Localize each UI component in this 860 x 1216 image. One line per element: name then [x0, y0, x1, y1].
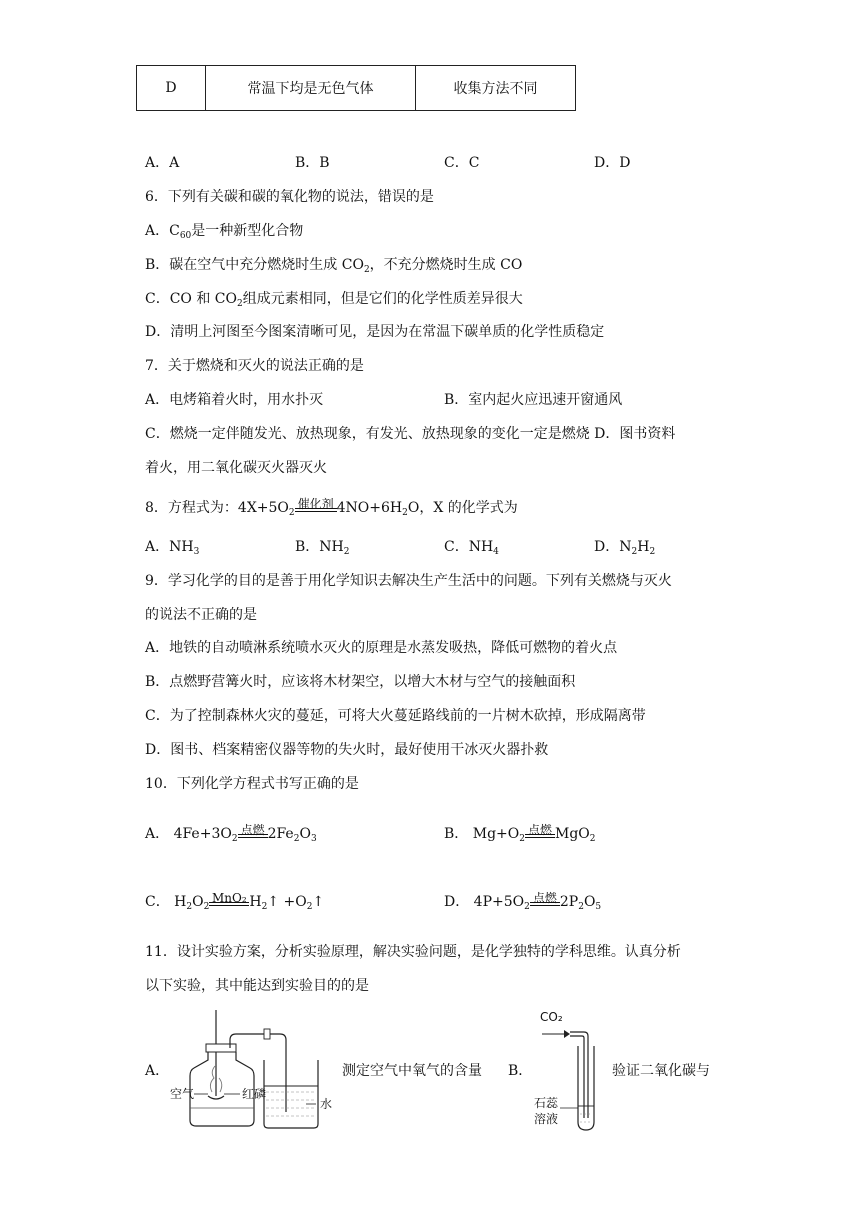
q6-option-a[interactable]: A．$C_{60}$是一种新型化合物 [145, 223, 304, 241]
q11-option-a-caption: 测定空气中氧气的含量 [342, 1063, 482, 1079]
q7-stem: 7．关于燃烧和灭火的说法正确的是 [145, 358, 364, 374]
q6-option-d[interactable]: D．清明上河图至今图案清晰可见，是因为在常温下碳单质的化学性质稳定 [145, 324, 605, 340]
table-cell-label: D [137, 66, 206, 111]
table-cell-difference: 收集方法不同 [416, 66, 576, 111]
q6-option-c[interactable]: C．CO 和 $CO_2$组成元素相同，但是它们的化学性质差异很大 [145, 291, 523, 309]
q9-stem-line2: 的说法不正确的是 [145, 607, 257, 623]
q6-option-b[interactable]: B．碳在空气中充分燃烧时生成 $CO_2$，不充分燃烧时生成 CO [145, 257, 523, 275]
q5-option-b[interactable]: B．B [295, 155, 330, 171]
q5-option-c[interactable]: C．C [444, 155, 480, 171]
phosphorus-label: 红磷 [242, 1087, 267, 1101]
q8-option-c[interactable]: C．$NH_4$ [444, 539, 499, 557]
q10-stem: 10．下列化学方程式书写正确的是 [145, 776, 359, 792]
q8-option-a[interactable]: A．$NH_3$ [145, 539, 200, 557]
q11-option-b-label[interactable]: B． [508, 1063, 533, 1079]
q11-option-b-caption: 验证二氧化碳与 [612, 1063, 710, 1079]
q5-option-a[interactable]: A．A [145, 155, 180, 171]
q11-stem-line1: 11．设计实验方案，分析实验原理，解决实验问题，是化学独特的学科思维。认真分析 [145, 944, 681, 960]
q9-option-b[interactable]: B．点燃野营篝火时，应该将木材架空，以增大木材与空气的接触面积 [145, 674, 576, 690]
comparison-table [136, 65, 576, 111]
q8-option-d[interactable]: D．$N_2H_2$ [594, 539, 656, 557]
table-cell-feature: 常温下均是无色气体 [206, 66, 416, 111]
q10-option-d[interactable]: D． $4P+5O_2$ 点燃 $2P_2O_5$ [444, 891, 602, 912]
table-row [137, 66, 576, 111]
q9-option-c[interactable]: C．为了控制森林火灾的蔓延，可将大火蔓延路线前的一片树木砍掉，形成隔离带 [145, 708, 646, 724]
q9-option-d[interactable]: D．图书、档案精密仪器等物的失火时，最好使用干冰灭火器扑救 [145, 742, 549, 758]
co2-label: CO₂ [540, 1010, 563, 1024]
q7-option-b[interactable]: B．室内起火应迅速开窗通风 [444, 392, 623, 408]
q8-option-b[interactable]: B．$NH_2$ [295, 539, 350, 557]
litmus-label-line1: 石蕊 [534, 1096, 559, 1110]
q9-option-a[interactable]: A．地铁的自动喷淋系统喷水灭火的原理是水蒸发吸热，降低可燃物的着火点 [145, 640, 618, 656]
q8-stem: 8．方程式为：$4X+5O_2$ 催化剂 $4NO+6H_2O$，X 的化学式为 [145, 497, 518, 518]
q10-option-a[interactable]: A． $4Fe+3O_2$ 点燃 $2Fe_2O_3$ [145, 823, 317, 844]
q9-stem-line1: 9．学习化学的目的是善于用化学知识去解决生产生活中的问题。下列有关燃烧与灭火 [145, 573, 672, 589]
q11-stem-line2: 以下实验，其中能达到实验目的的是 [145, 978, 369, 994]
q10-option-b[interactable]: B． $Mg+O_2$ 点燃 MgO$_2$ [444, 823, 596, 844]
q7-option-cd-line1[interactable]: C．燃烧一定伴随发光、放热现象，有发光、放热现象的变化一定是燃烧 D．图书资料 [145, 426, 676, 442]
q5-option-d[interactable]: D．D [594, 155, 631, 171]
air-label: 空气 [170, 1087, 195, 1101]
co2-litmus-figure [530, 1006, 610, 1140]
litmus-label-line2: 溶液 [534, 1112, 559, 1126]
q7-option-cd-line2[interactable]: 着火，用二氧化碳灭火器灭火 [145, 460, 327, 476]
oxygen-apparatus-figure [168, 1008, 338, 1137]
q7-option-a[interactable]: A．电烤箱着火时，用水扑灭 [145, 392, 324, 408]
q11-option-a-label[interactable]: A． [145, 1063, 170, 1079]
q6-stem: 6．下列有关碳和碳的氧化物的说法，错误的是 [145, 189, 434, 205]
q10-option-c[interactable]: C． $H_2O_2$ MnO₂ $H_2↑$ $+O_2↑$ [145, 891, 325, 912]
water-label: 水 [320, 1097, 333, 1111]
